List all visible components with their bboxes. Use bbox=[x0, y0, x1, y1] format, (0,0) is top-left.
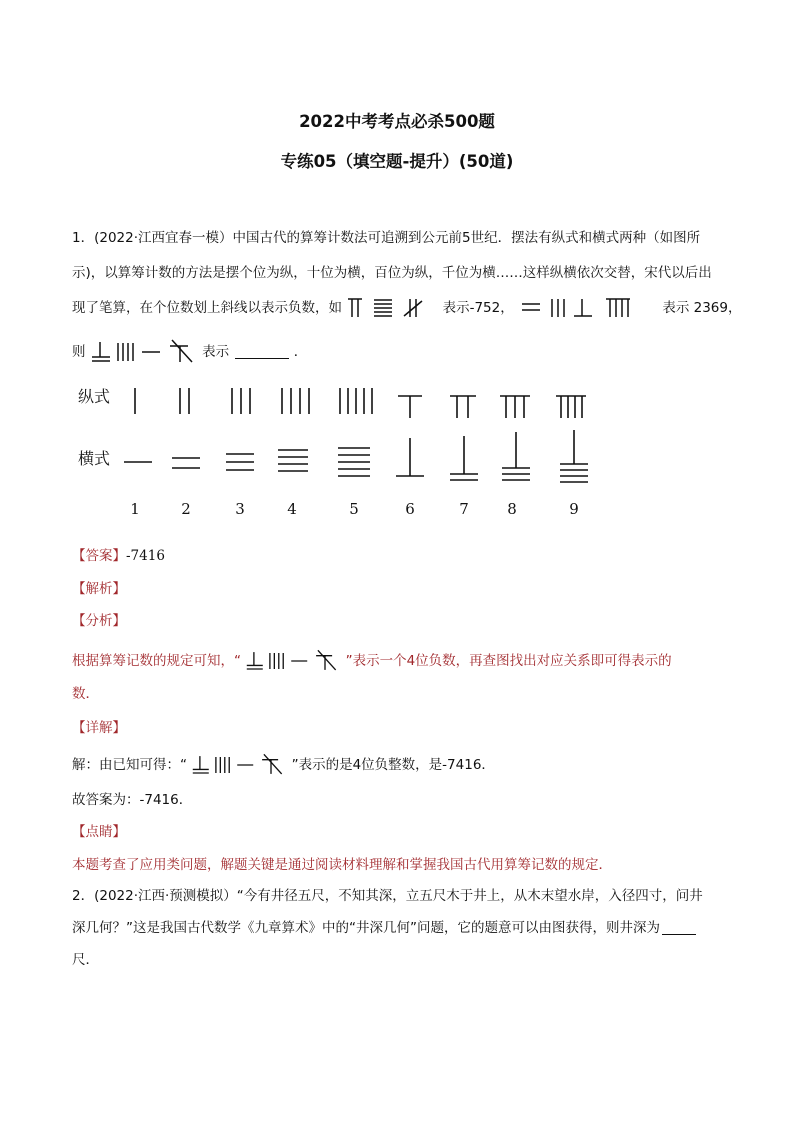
rod-numeral-2369-icon bbox=[518, 296, 658, 320]
q1-line1: 1．(2022·江西宜春一模）中国古代的算筹计数法可追溯到公元前5世纪．摆法有纵式和横式两种（如图所 bbox=[72, 230, 701, 246]
q1-line3-text-b: 表示-752， bbox=[442, 300, 514, 316]
digit-label: 2 bbox=[181, 500, 191, 518]
rod-numeral-table-figure bbox=[72, 378, 612, 528]
fenxi-line2: 数． bbox=[72, 686, 99, 702]
detail-line2: 故答案为：-7416． bbox=[72, 792, 193, 808]
comment-text: 本题考查了应用类问题，解题关键是通过阅读材料理解和掌握我国古代用算筹记数的规定． bbox=[72, 857, 612, 873]
q1-line3-text-c: 表示 2369， bbox=[662, 300, 742, 316]
page-title: 2022中考考点必杀500题 bbox=[299, 112, 495, 131]
q2-line2-text: 深几何？”这是我国古代数学《九章算术》中的“井深几何”问题，它的题意可以由图获得，则井深为 bbox=[72, 920, 660, 936]
page-subtitle: 专练05（填空题-提升）(50道) bbox=[280, 152, 514, 171]
detail-text-b: ”表示的是4位负整数，是-7416． bbox=[291, 757, 495, 773]
q1-line2: 示)，以算筹计数的方法是摆个位为纵，十位为横，百位为纵，千位为横……这样纵横依次交替，宋代以后出 bbox=[72, 265, 712, 281]
digit-label: 4 bbox=[287, 500, 297, 518]
answer-label: 【答案】 bbox=[72, 548, 126, 564]
q2-answer-blank[interactable] bbox=[662, 919, 696, 935]
digit-label: 8 bbox=[507, 500, 517, 518]
analysis-label: 【解析】 bbox=[72, 581, 126, 597]
fenxi-text-a: 根据算筹记数的规定可知，“ bbox=[72, 653, 241, 669]
detail-text-a: 解：由已知可得：“ bbox=[72, 757, 187, 773]
rod-numeral-neg7416-icon bbox=[90, 338, 198, 366]
row-label-vertical: 纵式 bbox=[78, 387, 111, 406]
detail-line1 bbox=[72, 752, 495, 778]
horizontal-rod-forms bbox=[124, 430, 588, 482]
row-label-horizontal: 横式 bbox=[78, 449, 111, 468]
digit-label: 5 bbox=[349, 500, 359, 518]
q2-line1: 2．(2022·江西·预测模拟）“今有井径五尺，不知其深，立五尺木于井上，从木末望水岸，入径四寸，问井 bbox=[72, 888, 703, 904]
q2-line3: 尺． bbox=[72, 952, 99, 968]
answer-line bbox=[72, 546, 165, 566]
digit-label: 3 bbox=[235, 500, 245, 518]
fenxi-line1 bbox=[72, 648, 672, 674]
q1-line4-text-a: 则 bbox=[72, 344, 86, 360]
q1-line4-text-c: ． bbox=[293, 344, 308, 360]
vertical-rod-forms bbox=[135, 388, 586, 418]
digit-label: 1 bbox=[130, 500, 140, 518]
rod-numeral-neg7416-icon bbox=[191, 752, 287, 778]
comment-label: 【点睛】 bbox=[72, 824, 126, 840]
q2-line2 bbox=[72, 918, 696, 938]
fenxi-label: 【分析】 bbox=[72, 613, 126, 629]
digit-labels bbox=[130, 500, 579, 518]
q1-line3-text-a: 现了笔算，在个位数划上斜线以表示负数，如 bbox=[72, 300, 342, 316]
q1-answer-blank[interactable] bbox=[235, 343, 289, 359]
digit-label: 7 bbox=[459, 500, 469, 518]
q1-line3 bbox=[72, 296, 741, 320]
digit-label: 6 bbox=[405, 500, 415, 518]
q1-line4-text-b: 表示 bbox=[202, 344, 230, 360]
q1-line4 bbox=[72, 338, 307, 366]
detail-label: 【详解】 bbox=[72, 720, 126, 736]
answer-value: -7416 bbox=[126, 548, 165, 564]
rod-numeral-neg7416-icon bbox=[245, 648, 341, 674]
rod-numeral-neg752-icon bbox=[346, 296, 438, 320]
digit-label: 9 bbox=[569, 500, 579, 518]
fenxi-text-b: ”表示一个4位负数，再查图找出对应关系即可得表示的 bbox=[345, 653, 672, 669]
